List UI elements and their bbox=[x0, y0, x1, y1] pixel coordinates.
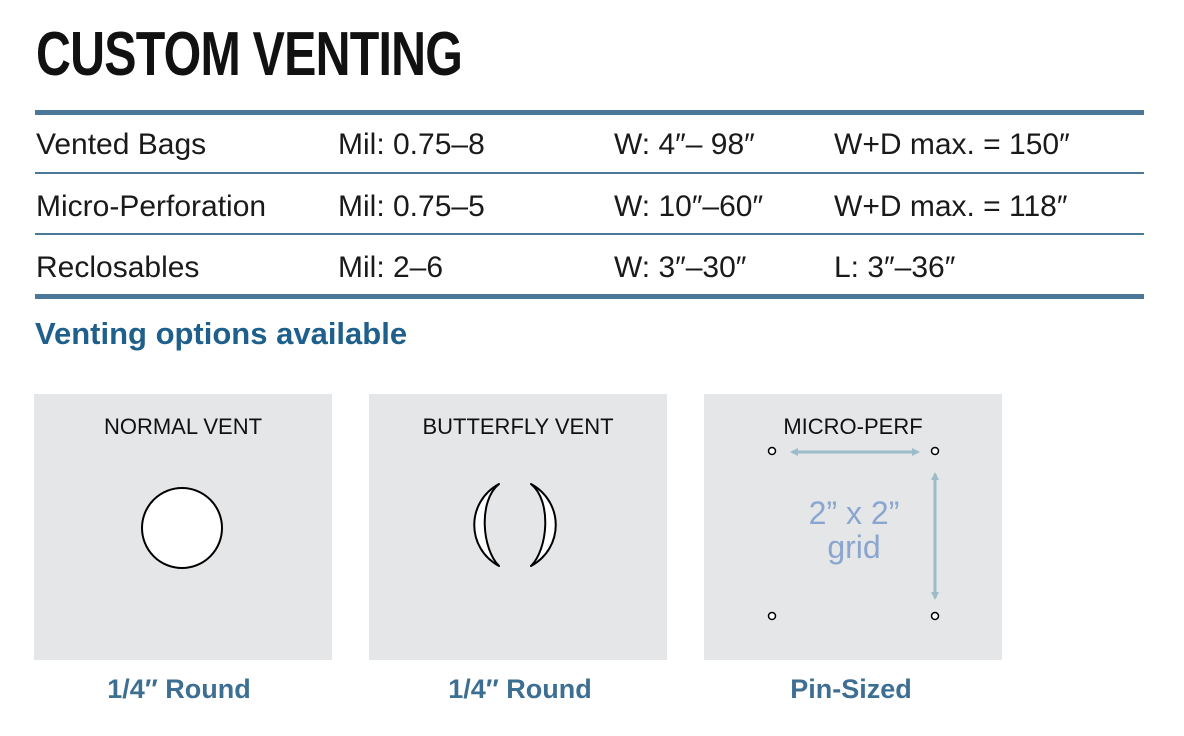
perf-hole bbox=[769, 613, 776, 620]
table-bottom-rule bbox=[35, 294, 1144, 299]
butterfly-vent-caption: 1/4″ Round bbox=[448, 674, 592, 704]
size-limit: W+D max. = 150″ bbox=[834, 128, 1070, 161]
table-top-rule bbox=[35, 110, 1144, 115]
product-name: Micro-Perforation bbox=[36, 190, 267, 223]
butterfly-vent-icon bbox=[369, 394, 667, 660]
micro-perf-panel bbox=[704, 394, 1002, 660]
product-name: Reclosables bbox=[36, 251, 200, 284]
panel-label: BUTTERFLY VENT bbox=[422, 414, 614, 439]
product-name: Vented Bags bbox=[36, 128, 207, 161]
table-row bbox=[0, 116, 1184, 174]
normal-vent-caption: 1/4″ Round bbox=[107, 674, 251, 704]
size-limit: L: 3″–36″ bbox=[834, 251, 956, 284]
panel-label: MICRO-PERF bbox=[783, 414, 923, 439]
perf-hole bbox=[769, 448, 776, 455]
mil-range: Mil: 0.75–5 bbox=[338, 190, 485, 223]
width-range: W: 4″– 98″ bbox=[614, 128, 755, 161]
section-heading: Venting options available bbox=[35, 316, 408, 351]
butterfly-vent-panel bbox=[369, 394, 667, 660]
width-range: W: 3″–30″ bbox=[614, 251, 747, 284]
row-divider bbox=[35, 233, 1144, 235]
micro-perf-grid-icon bbox=[704, 394, 1002, 660]
panel-label: NORMAL VENT bbox=[103, 414, 263, 439]
circle-vent-icon bbox=[34, 394, 332, 660]
micro-perf-caption: Pin-Sized bbox=[790, 674, 912, 704]
mil-range: Mil: 2–6 bbox=[338, 251, 444, 284]
perf-hole bbox=[932, 613, 939, 620]
table-row bbox=[0, 239, 1184, 297]
grid-word-text: grid bbox=[827, 529, 881, 565]
width-range: W: 10″–60″ bbox=[614, 190, 764, 223]
grid-size-text: 2” x 2” bbox=[808, 495, 900, 531]
mil-range: Mil: 0.75–8 bbox=[338, 128, 485, 161]
normal-vent-panel bbox=[34, 394, 332, 660]
row-divider bbox=[35, 172, 1144, 174]
perf-hole bbox=[932, 448, 939, 455]
page-title: CUSTOM VENTING bbox=[36, 20, 463, 89]
size-limit: W+D max. = 118″ bbox=[834, 190, 1068, 223]
table-row bbox=[0, 178, 1184, 236]
